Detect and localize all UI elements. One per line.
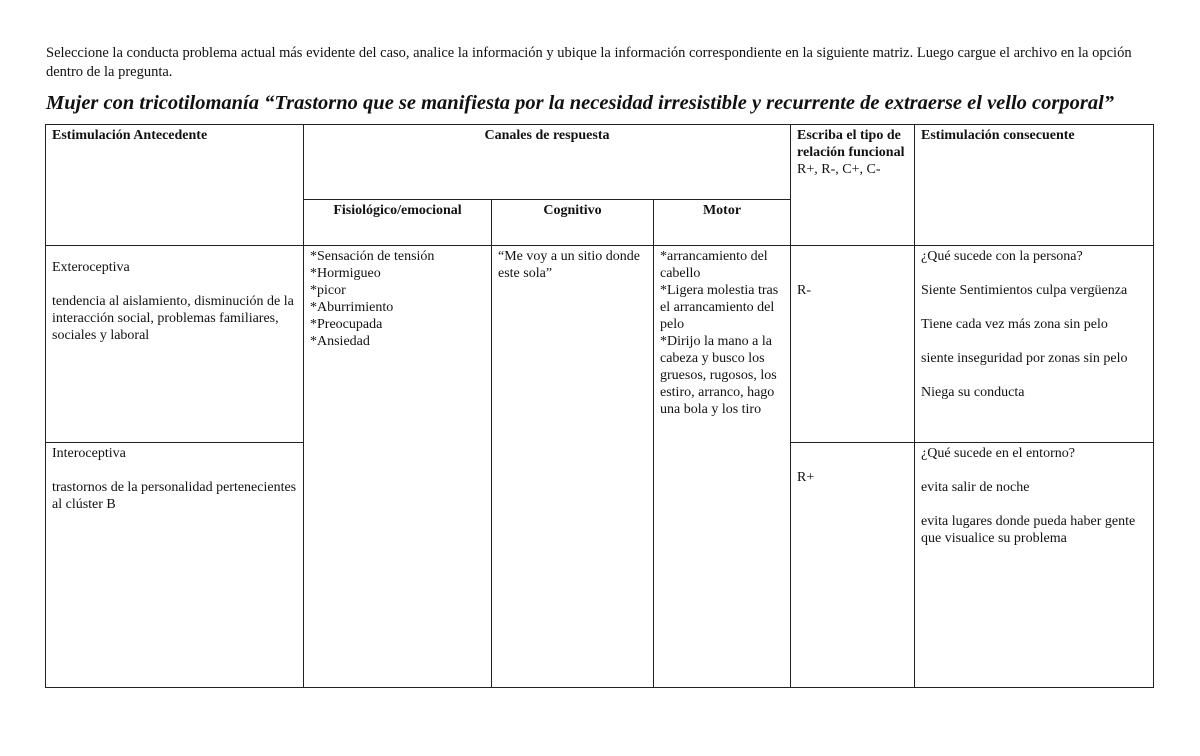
header-antecedent: Estimulación Antecedente [46, 125, 304, 246]
header-relation [791, 125, 915, 246]
header-physio: Fisiológico/emocional [304, 200, 492, 246]
consequent-person-item: Niega su conducta [921, 385, 1025, 400]
motor-cell: *arrancamiento del cabello *Ligera molestia tras el arrancamiento del pelo *Dirijo la mano a la cabeza y busco los gruesos, rugosos, los estiro, arranco, hago una bola y los tiro [654, 246, 791, 688]
relation-person: R- [791, 246, 915, 443]
physio-item: *Hormigueo [310, 266, 381, 281]
header-motor: Motor [654, 200, 791, 246]
header-consequent: Estimulación consecuente [915, 125, 1154, 246]
relation-env: R+ [791, 443, 915, 688]
physio-cell [304, 246, 492, 688]
header-relation-options: R+, R-, C+, C- [797, 162, 881, 177]
consequent-env-item: evita lugares donde pueda haber gente que visualice su problema [921, 514, 1136, 546]
consequent-person-cell [915, 246, 1154, 443]
consequent-person-question: ¿Qué sucede con la persona? [921, 249, 1083, 264]
header-channels: Canales de respuesta [304, 125, 791, 200]
header-relation-label: Escriba el tipo de relación funcional [797, 128, 905, 160]
consequent-env-question: ¿Qué sucede en el entorno? [921, 446, 1075, 461]
interoceptive-label: Interoceptiva [52, 446, 126, 461]
physio-item: *Ansiedad [310, 334, 370, 349]
consequent-person-item: Siente Sentimientos culpa vergüenza [921, 283, 1128, 298]
case-title: Mujer con tricotilomanía “Trastorno que se manifiesta por la necesidad irresistible y recurrente de extraerse el vello corporal” [46, 92, 1115, 114]
consequent-env-cell [915, 443, 1154, 688]
physio-item: *picor [310, 283, 346, 298]
exteroceptive-label: Exteroceptiva [52, 260, 130, 275]
header-cognitive: Cognitivo [492, 200, 654, 246]
instructions-text: Seleccione la conducta problema actual más evidente del caso, analice la información y ubique la información correspondiente en la siguiente matriz. Luego cargue el archivo en la opción dentro de la pregunta. [46, 45, 1132, 80]
consequent-env-item: evita salir de noche [921, 480, 1030, 495]
functional-analysis-matrix [45, 124, 1154, 688]
physio-item: *Aburrimiento [310, 300, 394, 315]
antecedent-exteroceptive [46, 246, 304, 443]
consequent-person-item: Tiene cada vez más zona sin pelo [921, 317, 1108, 332]
physio-item: *Sensación de tensión [310, 249, 435, 264]
antecedent-interoceptive [46, 443, 304, 688]
interoceptive-text: trastornos de la personalidad pertenecientes al clúster B [52, 480, 297, 512]
consequent-person-item: siente inseguridad por zonas sin pelo [921, 351, 1128, 366]
cognitive-cell: “Me voy a un sitio donde este sola” [492, 246, 654, 688]
exteroceptive-text: tendencia al aislamiento, disminución de la interacción social, problemas familiares, sociales y laboral [52, 294, 294, 343]
physio-item: *Preocupada [310, 317, 383, 332]
